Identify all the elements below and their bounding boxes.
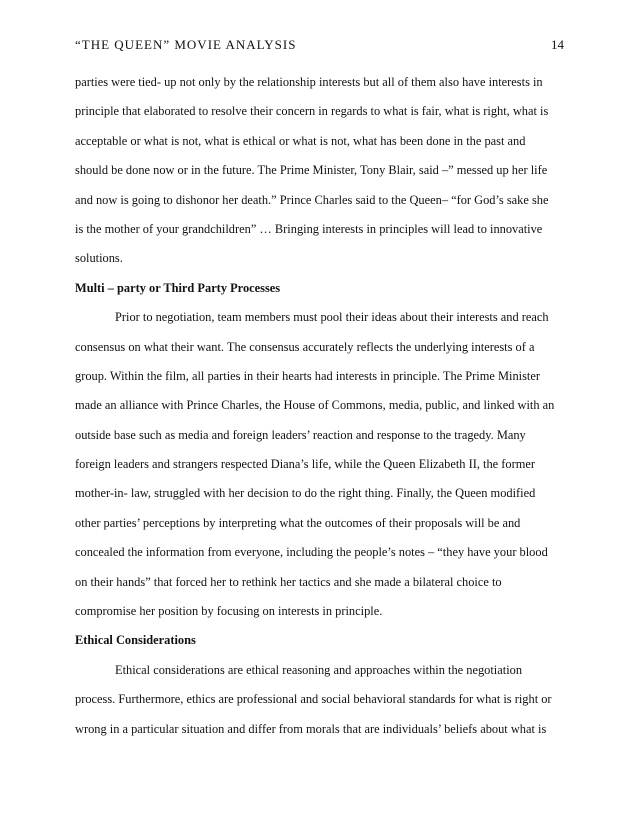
running-header-title: “THE QUEEN” MOVIE ANALYSIS (75, 37, 297, 52)
text-line: principle that elaborated to resolve their concern in regards to what is fair, what is right, what is (75, 104, 549, 119)
text-line: acceptable or what is not, what is ethical or what is not, what has been done in the past and (75, 133, 526, 148)
text-line: on their hands” that forced her to rethink her tactics and she made a bilateral choice to (75, 574, 502, 589)
body-text (75, 68, 567, 744)
text-line: other parties’ perceptions by interpreting what the outcomes of their proposals will be and (75, 515, 521, 530)
page-number: 14 (551, 37, 564, 52)
text-line: Prior to negotiation, team members must pool their ideas about their interests and reach (115, 310, 549, 325)
text-line: parties were tied- up not only by the relationship interests but all of them also have interests in (75, 75, 543, 89)
text-line: made an alliance with Prince Charles, the House of Commons, media, public, and linked with an (75, 398, 555, 413)
text-line: outside base such as media and foreign leaders’ reaction and response to the tragedy. Many (75, 427, 526, 442)
section-heading: Ethical Considerations (75, 633, 196, 648)
text-line: consensus on what their want. The consensus accurately reflects the underlying interests of a (75, 339, 535, 354)
text-line: process. Furthermore, ethics are professional and social behavioral standards for what is right or (75, 692, 552, 707)
text-line: foreign leaders and strangers respected Diana’s life, while the Queen Elizabeth II, the former (75, 457, 535, 472)
text-line: Ethical considerations are ethical reasoning and approaches within the negotiation (115, 662, 523, 677)
text-line: wrong in a particular situation and differ from morals that are individuals’ beliefs about what is (75, 721, 547, 736)
text-line: compromise her position by focusing on interests in principle. (75, 604, 383, 619)
text-line: mother-in- law, struggled with her decision to do the right thing. Finally, the Queen modified (75, 486, 536, 501)
text-line: concealed the information from everyone, including the people’s notes – “they have your blood (75, 545, 548, 560)
text-line: and now is going to dishonor her death.” Prince Charles said to the Queen– “for God’s sake she (75, 192, 549, 207)
text-line: group. Within the film, all parties in their hearts had interests in principle. The Prime Minister (75, 368, 540, 383)
text-line: solutions. (75, 251, 123, 266)
section-heading: Multi – party or Third Party Processes (75, 280, 281, 295)
text-line: should be done now or in the future. The Prime Minister, Tony Blair, said –” messed up her life (75, 163, 548, 178)
text-line: is the mother of your grandchildren” … Bringing interests in principles will lead to innovative (75, 221, 543, 236)
